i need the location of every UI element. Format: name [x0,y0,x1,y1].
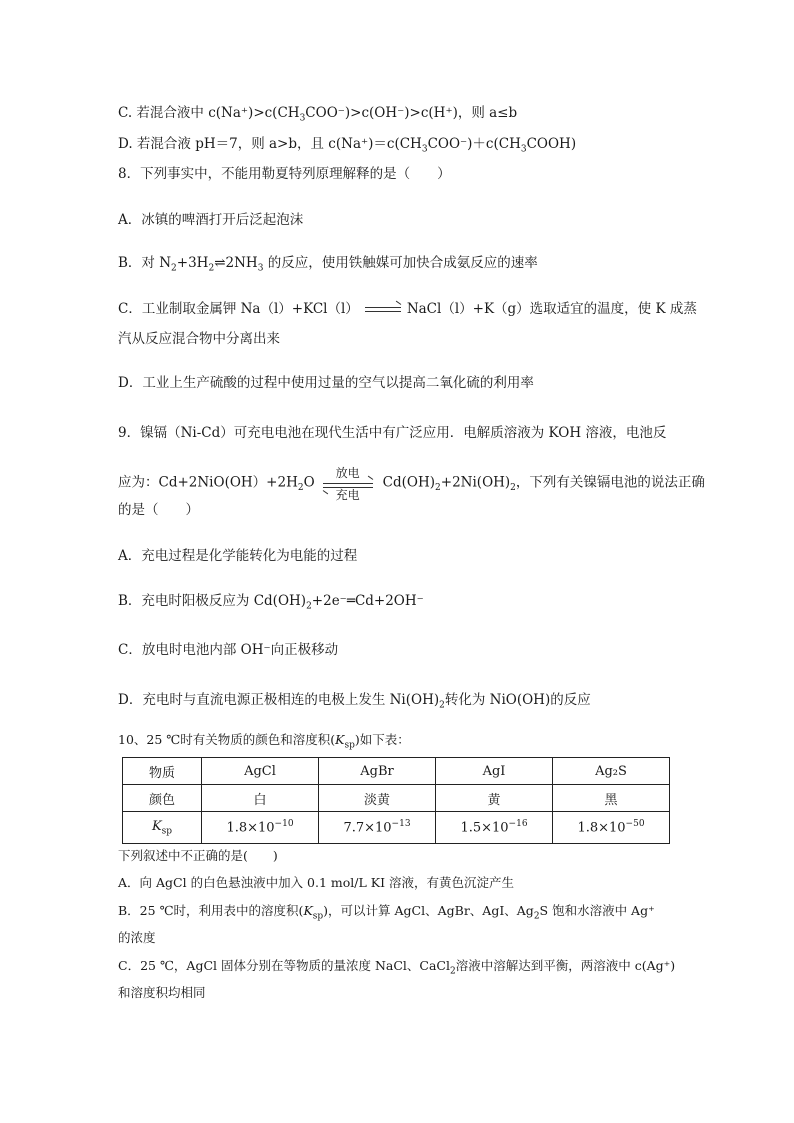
q8-option-b: B．对 $N_2+3H_2\rightleftharpoons 2NH_3$ 的反应，使用铁触媒可加快合成氨反应的速率 [118,255,538,274]
table-cell: $1.8\times 10^{-10}$ [202,812,319,844]
q8-option-a: A．冰镇的啤酒打开后泛起泡沫 [118,212,304,228]
table-cell: AgCl [202,758,319,785]
q9-option-c: C．放电时电池内部 OH⁻向正极移动 [118,642,339,658]
table-cell: 物质 [123,758,202,785]
table-cell: 颜色 [123,785,202,812]
q9-stem-line1: 9．镍镉（Ni-Cd）可充电电池在现代生活中有广泛应用．电解质溶液为 KOH 溶液，电池反 [118,425,667,441]
ksp-table [122,757,670,844]
q8-option-c-line1: C．工业制取金属钾 Na（l）+KCl（l） NaCl（l）+K（g）选取适宜的温度，使 K 成蒸 [118,301,697,317]
q9-option-a: A．充电过程是化学能转化为电能的过程 [118,548,358,564]
q8-option-c-line2: 汽从反应混合物中分离出来 [118,331,280,347]
table-cell: AgI [436,758,553,785]
table-cell: $1.8\times 10^{-50}$ [553,812,670,844]
q10-option-c-line1: C．25 ℃，AgCl 固体分别在等物质的量浓度 NaCl、CaCl$_2$溶液中溶解达到平衡，两溶液中 c(Ag⁺) [118,958,676,977]
table-cell: $K_{sp}$ [123,812,202,844]
table-cell: $1.5\times 10^{-16}$ [436,812,553,844]
q10-option-a: A．向 AgCl 的白色悬浊液中加入 0.1 mol/L KI 溶液，有黄色沉淀产生 [118,875,515,890]
reversible-arrow-icon [321,465,375,501]
arrow-label-charge: 充电 [335,488,360,502]
table-cell: $7.7\times 10^{-13}$ [319,812,436,844]
q10-sub-stem: 下列叙述中不正确的是( ) [118,848,278,863]
q9-option-d: D．充电时与直流电源正极相连的电极上发生 $Ni(OH)_2$转化为 NiO(OH)的反应 [118,692,591,711]
q7-option-d: D. 若混合液 pH＝7，则 a>b，且 $c(Na^+)=c(CH_3COO^-)+c(CH_3COOH)$ [118,136,577,155]
table-row [123,785,670,812]
q10-option-b-line1: B．25 ℃时，利用表中的溶度积$(K_{sp})$，可以计算 AgCl、AgBr、AgI、$Ag_2S$ 饱和水溶液中 Ag⁺ [118,903,655,922]
q7-option-c: C. 若混合液中 $c(Na^+)>c(CH_3COO^-)>c(OH^-)>c(H^+)$，则 a≤b [118,105,518,124]
table-cell: 淡黄 [319,785,436,812]
table-cell: Ag₂S [553,758,670,785]
table-cell: AgBr [319,758,436,785]
table-cell: 黑 [553,785,670,812]
q9-option-b: B．充电时阳极反应为 $Cd(OH)_2+2e^-═Cd+2OH^-$ [118,593,424,612]
q10-option-b-line2: 的浓度 [118,930,156,945]
q10-option-c-line2: 和溶度积均相同 [118,985,206,1000]
q9-stem-line3: 的是（ ） [118,502,199,518]
equilibrium-arrow-icon [365,305,401,315]
table-cell: 白 [202,785,319,812]
q8-option-d: D．工业上生产硫酸的过程中使用过量的空气以提高二氧化硫的利用率 [118,375,534,391]
q9-stem-line2: 应为：$Cd+2NiO(OH)+2H_2O$ 放电 充电 $Cd(OH)_2+2Ni(OH)_2$，下列有关镍镉电池的说法正确 [118,465,705,501]
table-cell: 黄 [436,785,553,812]
table-row [123,812,670,844]
q10-stem: 10、25 ℃时有关物质的颜色和溶度积$(K_{sp})$如下表： [118,732,410,751]
arrow-label-discharge: 放电 [335,466,360,480]
q8-stem: 8．下列事实中，不能用勒夏特列原理解释的是（ ） [118,166,451,182]
table-row [123,758,670,785]
